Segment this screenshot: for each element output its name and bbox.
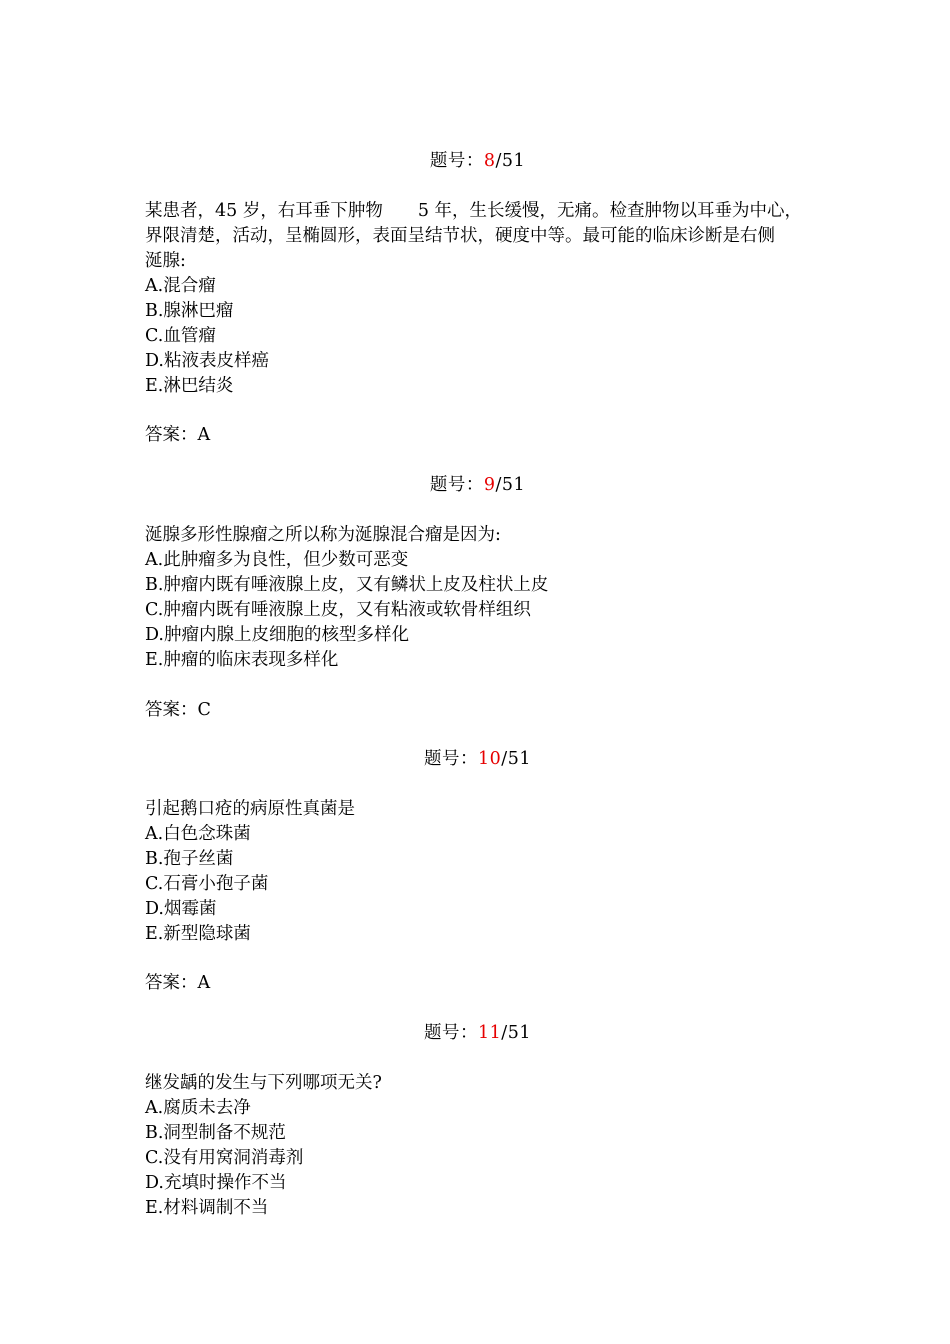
- question-header: [145, 1021, 810, 1046]
- question-header: [145, 747, 810, 772]
- option-b: B.孢子丝菌: [145, 849, 234, 869]
- answer-line: [145, 971, 210, 996]
- question-label: 题号：: [429, 475, 484, 495]
- question-label: 题号：: [429, 151, 484, 171]
- option-a: A.白色念珠菌: [145, 824, 251, 844]
- answer-value: A: [197, 973, 211, 993]
- question-label: 题号：: [424, 1023, 479, 1043]
- option-c: C.血管瘤: [145, 326, 216, 346]
- answer-value: C: [197, 700, 211, 720]
- question-total: /51: [495, 475, 526, 495]
- option-b: B.肿瘤内既有唾液腺上皮，又有鳞状上皮及柱状上皮: [145, 575, 549, 595]
- option-a: A.此肿瘤多为良性，但少数可恶变: [145, 550, 409, 570]
- question-total: /51: [501, 1023, 531, 1043]
- question-stem-line: 涎腺:: [145, 251, 186, 271]
- question-number: 9: [483, 475, 496, 495]
- option-b: B.洞型制备不规范: [145, 1123, 286, 1143]
- question-number: 8: [483, 151, 496, 171]
- option-a: A.腐质未去净: [145, 1098, 251, 1118]
- question-header: [145, 473, 810, 498]
- option-d: D.充填时操作不当: [145, 1173, 287, 1193]
- option-e: E.材料调制不当: [145, 1198, 269, 1218]
- option-e: E.淋巴结炎: [145, 376, 234, 396]
- option-c: C.没有用窝洞消毒剂: [145, 1148, 304, 1168]
- answer-line: [145, 698, 211, 723]
- option-b: B.腺淋巴瘤: [145, 301, 234, 321]
- option-c: C.石膏小孢子菌: [145, 874, 269, 894]
- question-stem-line: 某患者，45 岁，右耳垂下肿物 5 年，生长缓慢，无痛。检查肿物以耳垂为中心，: [145, 201, 803, 221]
- question-stem-line: 涎腺多形性腺瘤之所以称为涎腺混合瘤是因为:: [145, 525, 501, 545]
- question-label: 题号：: [424, 749, 479, 769]
- option-e: E.新型隐球菌: [145, 924, 251, 944]
- question-stem-line: 界限清楚，活动，呈椭圆形，表面呈结节状，硬度中等。最可能的临床诊断是右侧: [145, 226, 775, 246]
- question-total: /51: [501, 749, 531, 769]
- answer-label: 答案：: [145, 700, 198, 720]
- answer-value: A: [197, 425, 211, 445]
- answer-label: 答案：: [145, 973, 198, 993]
- question-total: /51: [495, 151, 526, 171]
- option-a: A.混合瘤: [145, 276, 216, 296]
- question-number: 10: [478, 749, 502, 769]
- option-d: D.粘液表皮样癌: [145, 351, 269, 371]
- question-stem-line: 引起鹅口疮的病原性真菌是: [145, 799, 355, 819]
- option-d: D.烟霉菌: [145, 899, 217, 919]
- option-e: E.肿瘤的临床表现多样化: [145, 650, 339, 670]
- option-c: C.肿瘤内既有唾液腺上皮，又有粘液或软骨样组织: [145, 600, 531, 620]
- option-d: D.肿瘤内腺上皮细胞的核型多样化: [145, 625, 409, 645]
- question-stem-line: 继发龋的发生与下列哪项无关?: [145, 1073, 382, 1093]
- question-number: 11: [478, 1023, 502, 1043]
- question-header: [145, 149, 810, 174]
- answer-line: [145, 423, 210, 448]
- answer-label: 答案：: [145, 425, 198, 445]
